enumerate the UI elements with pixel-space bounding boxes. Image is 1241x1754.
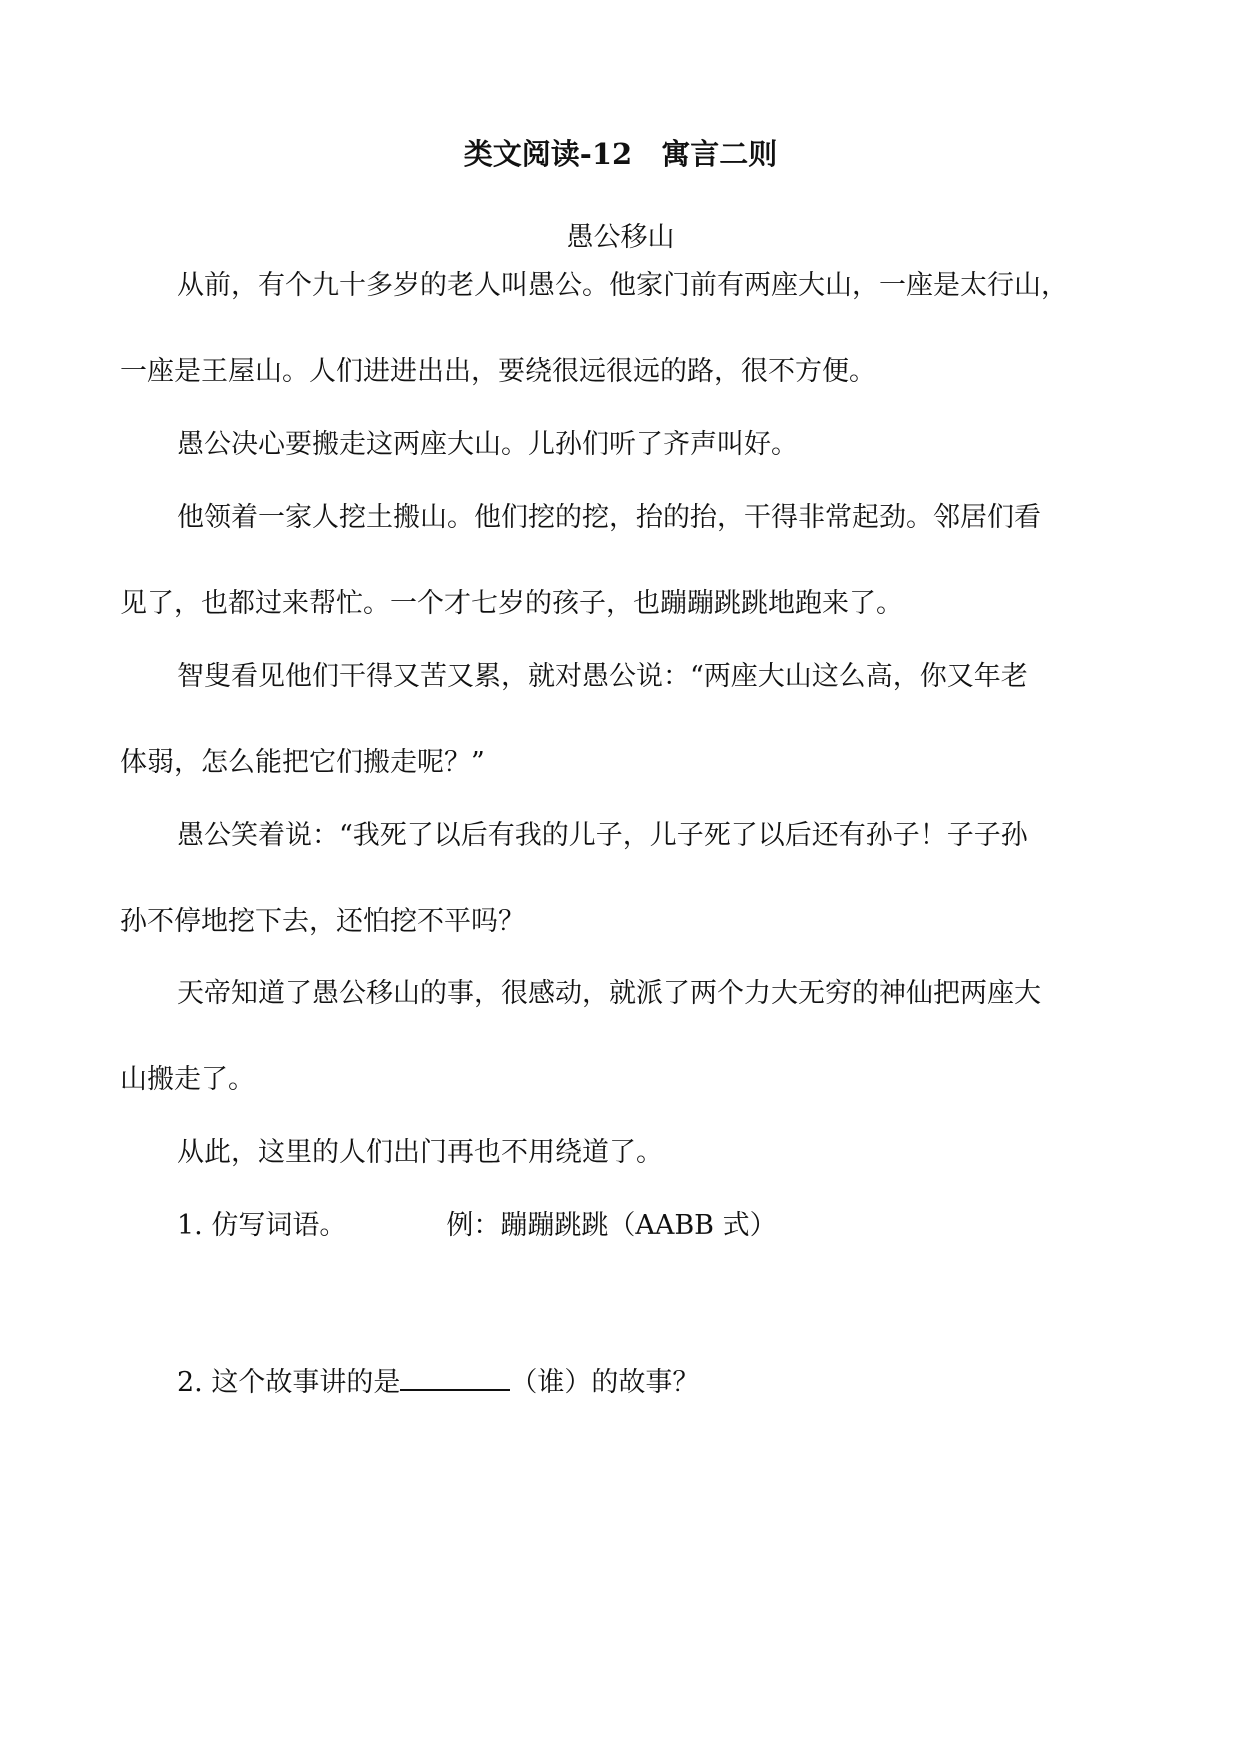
question-2-prefix: 2. 这个故事讲的是	[177, 1367, 401, 1398]
story-line: 智叟看见他们干得又苦又累，就对愚公说：“两座大山这么高，你又年老	[177, 661, 1028, 692]
story-line: 山搬走了。	[120, 1064, 255, 1095]
question-2-suffix: （谁）的故事？	[510, 1367, 700, 1398]
story-line: 一座是王屋山。人们进进出出，要绕很远很远的路，很不方便。	[120, 356, 876, 387]
story-line: 从前，有个九十多岁的老人叫愚公。他家门前有两座大山，一座是太行山，	[177, 270, 1068, 301]
story-line: 他领着一家人挖土搬山。他们挖的挖，抬的抬，干得非常起劲。邻居们看	[177, 502, 1041, 533]
story-line: 从此，这里的人们出门再也不用绕道了。	[177, 1137, 663, 1168]
story-line: 愚公决心要搬走这两座大山。儿孙们听了齐声叫好。	[177, 429, 798, 460]
question-1-example: 例：蹦蹦跳跳（AABB 式）	[446, 1210, 777, 1241]
answer-blank[interactable]	[400, 1359, 510, 1391]
story-line: 孙不停地挖下去，还怕挖不平吗？	[120, 906, 525, 937]
page-title: 类文阅读-12 寓言二则	[463, 137, 778, 171]
story-line: 天帝知道了愚公移山的事，很感动，就派了两个力大无穷的神仙把两座大	[177, 978, 1041, 1009]
story-line: 愚公笑着说：“我死了以后有我的儿子，儿子死了以后还有孙子！子子孙	[177, 820, 1028, 851]
question-1-label: 1. 仿写词语。	[177, 1210, 347, 1241]
question-1	[177, 1206, 1177, 1246]
story-title: 愚公移山	[566, 222, 675, 253]
story-line: 体弱，怎么能把它们搬走呢？”	[120, 747, 485, 778]
question-2	[177, 1359, 1177, 1403]
story-line: 见了，也都过来帮忙。一个才七岁的孩子，也蹦蹦跳跳地跑来了。	[120, 588, 903, 619]
